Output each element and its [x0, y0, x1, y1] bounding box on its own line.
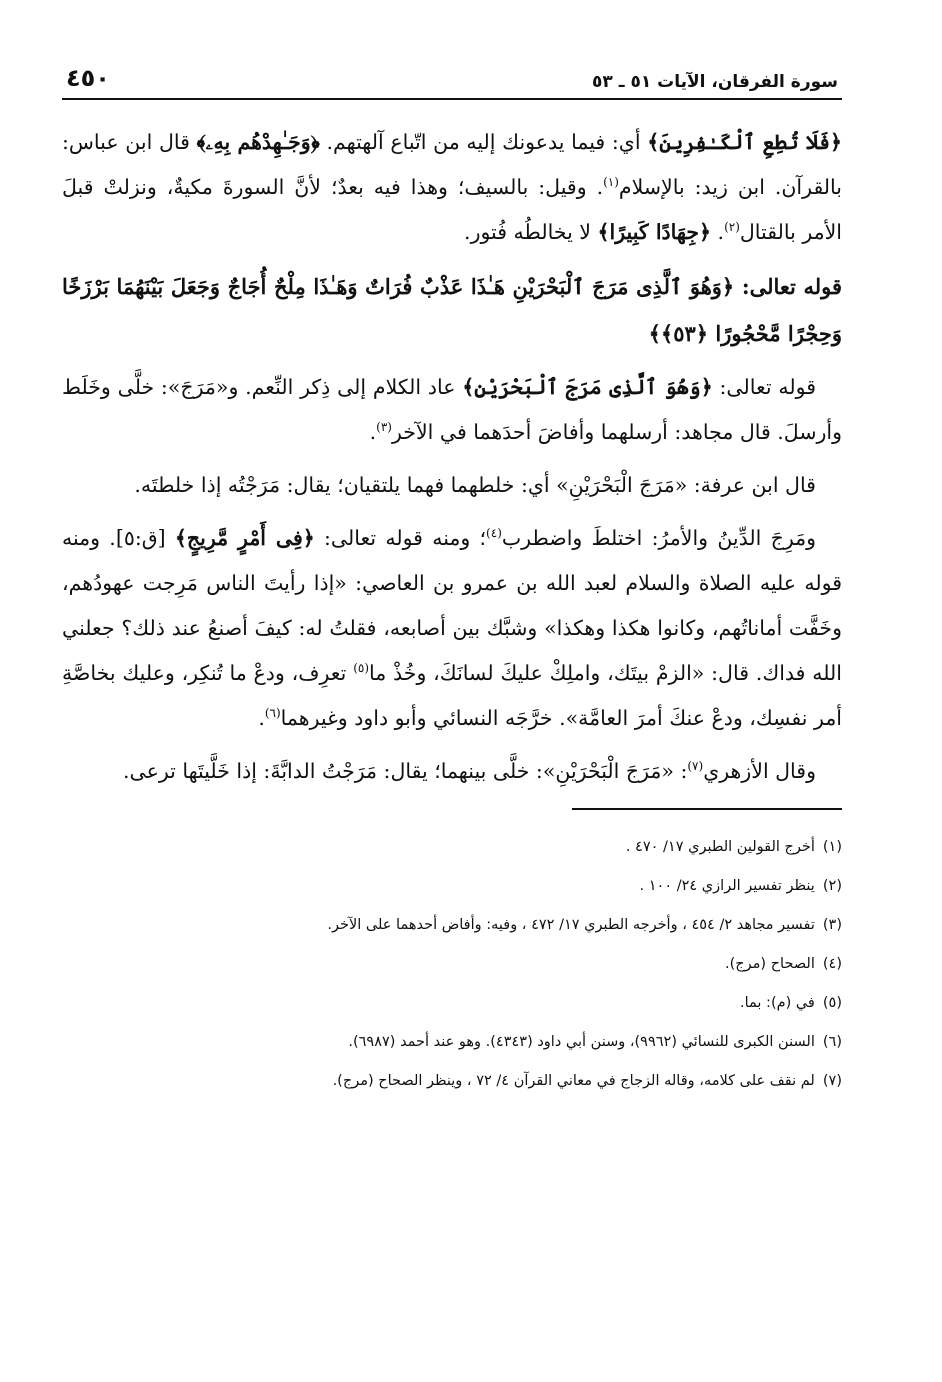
- text-run: قال ابن عباس: بالقرآن. ابن زيد: بالإسلام: [62, 130, 843, 199]
- text-run: تعرِف، ودعْ ما تُنكِر، وعليك بخاصَّةِ أمر نفسِك، ودعْ عنكَ أمرَ العامَّة». خرَّجَه النسائي وأبو داود وغيرهما: [62, 661, 842, 730]
- footnote-number: (٦): [822, 1034, 842, 1050]
- book-page: [62, 58, 842, 1101]
- footnote-ref: (٦): [264, 706, 281, 721]
- paragraph-2: [62, 365, 842, 455]
- quran-quote: ﴿فَلَا تُطِعِ ٱلْكَـٰفِرِينَ﴾: [647, 130, 843, 154]
- footnote-text: لم نقف على كلامه، وقاله الزجاج في معاني القرآن ٤/ ٧٢ ، وينظر الصحاح (مرج).: [332, 1073, 815, 1089]
- text-run: ومَرِجَ الدِّينُ والأمرُ: اختلطَ واضطرب: [501, 526, 817, 550]
- footnote-text: ينظر تفسير الرازي ٢٤/ ١٠٠ .: [639, 878, 815, 894]
- verse-label: قوله تعالى:: [734, 274, 843, 299]
- footnote-text: السنن الكبرى للنسائي (٩٩٦٢)، وسنن أبي داود (٤٣٤٣). وهو عند أحمد (٦٩٨٧).: [348, 1034, 815, 1050]
- footnote-divider: [572, 808, 842, 810]
- footnote: [62, 984, 842, 1023]
- paragraph-3: قال ابن عرفة: «مَرَجَ الْبَحْرَيْنِ» أي: خلطهما فهما يلتقيان؛ يقال: مَرَجْتُه إذا خلطتَه.: [134, 473, 816, 497]
- footnote-number: (٣): [822, 917, 842, 933]
- text-run: لا يخالطُه فُتور.: [464, 220, 598, 244]
- paragraph-5: [62, 749, 842, 794]
- footnote-ref: (١): [603, 175, 619, 190]
- text-run: أي: فيما يدعونك إليه من اتّباع آلهتهم.: [319, 130, 648, 154]
- verse-block: [62, 263, 842, 357]
- footnote-number: (٧): [822, 1073, 842, 1089]
- footnote-number: (١): [822, 839, 842, 855]
- quran-quote: ﴿وَجَـٰهِدْهُم بِهِۦ﴾: [196, 130, 320, 154]
- footnote: [62, 828, 842, 867]
- text-run: وقال الأزهري: [703, 759, 816, 783]
- footnote-ref: (٣): [376, 420, 392, 435]
- quran-quote: ﴿فِى أَمْرٍ مَّرِيجٍ﴾: [174, 526, 315, 550]
- footnote-number: (٤): [822, 956, 842, 972]
- footnote-text: تفسير مجاهد ٢/ ٤٥٤ ، وأخرجه الطبري ١٧/ ٤٧٢ ، وفيه: وأفاض أحدهما على الآخر.: [327, 917, 815, 933]
- footnote-number: (٥): [822, 995, 842, 1011]
- footnote-text: في (م): بما.: [740, 995, 815, 1011]
- quran-quote: ﴿وَهُوَ ٱلَّذِى مَرَجَ ٱلْبَحْرَيْنِ﴾: [462, 375, 713, 399]
- paragraph-4: [62, 516, 842, 741]
- footnote-text: أخرج القولين الطبري ١٧/ ٤٧٠ .: [625, 839, 815, 855]
- footnote-text: الصحاح (مرج).: [725, 956, 815, 972]
- verse-text: ﴿وَهُوَ ٱلَّذِى مَرَجَ ٱلْبَحْرَيْنِ هَـٰذَا عَذْبٌ فُرَاتٌ وَهَـٰذَا مِلْحٌ أُجَاجٌ وَجَعَلَ بَيْنَهُمَا بَرْزَخًا وَحِجْرًا مَّحْجُورًا ﴿٥٣﴾﴾: [62, 274, 842, 346]
- footnote: [62, 1062, 842, 1101]
- footnote-ref: (٤): [486, 526, 502, 541]
- text-run: ؛ ومنه قوله تعالى:: [314, 526, 487, 550]
- footnote-ref: (٢): [724, 220, 740, 235]
- text-run: . وقيل: بالسيف؛ وهذا فيه بعدٌ؛ لأنَّ السورةَ مكيةٌ، ونزلتْ قبلَ الأمر بالقتال: [62, 175, 842, 244]
- footnote-number: (٢): [822, 878, 842, 894]
- quran-quote: ﴿جِهَادًا كَبِيرًا﴾: [597, 220, 712, 244]
- footnote: [62, 867, 842, 906]
- text-run: .: [369, 420, 377, 444]
- footnotes: [62, 828, 842, 1101]
- page-header: [62, 58, 842, 100]
- footnote: [62, 1023, 842, 1062]
- text-run: .: [258, 706, 265, 730]
- paragraph-1: [62, 120, 842, 255]
- footnote: [62, 906, 842, 945]
- text-run: قوله تعالى:: [712, 375, 816, 399]
- page-number: ٤٥٠: [66, 64, 110, 92]
- text-run: .: [711, 220, 725, 244]
- running-title: سورة الفرقان، الآيات ٥١ ـ ٥٣: [592, 72, 838, 92]
- text-run: عاد الكلام إلى ذِكر النِّعم. و«مَرَجَ»: خلَّى وخَلَط وأرسلَ. قال مجاهد: أرسلهما وأفاضَ أحدَهما في الآخر: [62, 375, 842, 444]
- text-run: : «مَرَجَ الْبَحْرَيْنِ»: خلَّى بينهما؛ يقال: مَرَجْتُ الدابَّةَ: إذا خَلَّيتَها ترعى.: [122, 759, 688, 783]
- footnote-ref: (٥): [353, 661, 370, 676]
- footnote: [62, 945, 842, 984]
- footnote-ref: (٧): [687, 759, 704, 774]
- main-text: [62, 120, 842, 794]
- text-run: [ق:٥]. ومنه قوله عليه الصلاة والسلام لعبد الله بن عمرو بن العاصي: «إذا رأيتَ الناس مَرِجت عهودُهم، وخَفَّت أماناتُهم، وكانوا هكذا وهكذا» وشبَّك بين أصابعه، فقلتُ له: كيفَ أصنعُ عند ذلك؟ جعلني الله فداك. قال: «الزمْ بيتَك، واملِكْ عليكَ لسانَكَ، وخُذْ ما: [62, 526, 842, 685]
